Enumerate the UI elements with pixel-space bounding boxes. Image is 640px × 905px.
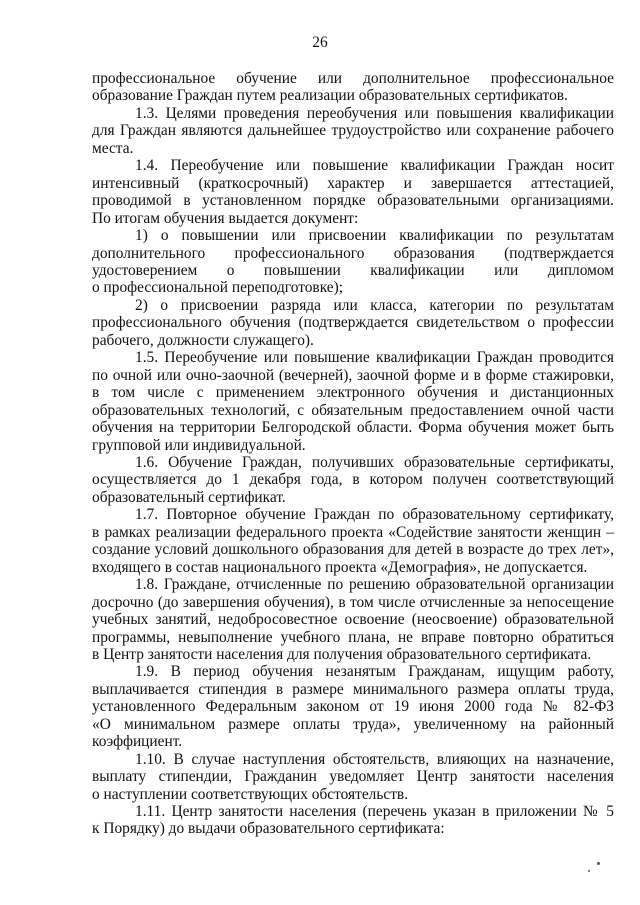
paragraph-1-4-item-2 bbox=[92, 297, 614, 349]
paragraph-1-4-item-1 bbox=[92, 227, 614, 297]
text-line: входящего в состав национального проекта «Демография», не допускается. bbox=[92, 558, 588, 576]
text-line: места. bbox=[92, 139, 134, 157]
text-line: образовательный сертификат. bbox=[92, 488, 286, 506]
paragraph-1-9 bbox=[92, 663, 614, 750]
text-line: программы, невыполнение учебного плана, не вправе повторно обратиться bbox=[92, 628, 614, 646]
text-line: 1.8. Граждане, отчисленные по решению образовательной организации bbox=[135, 576, 614, 594]
text-line: выплачивается стипендия в размере минимального размера оплаты труда, bbox=[92, 680, 614, 698]
text-line: в рамках реализации федерального проекта «Содействие занятости женщин – bbox=[92, 523, 614, 541]
text-line: По итогам обучения выдается документ: bbox=[92, 209, 359, 227]
text-line: в том числе с применением электронного обучения и дистанционных bbox=[92, 384, 614, 402]
text-line: 1.10. В случае наступления обстоятельств, влияющих на назначение, bbox=[135, 750, 614, 768]
text-line: «О минимальном размере оплаты труда», увеличенному на районный bbox=[92, 715, 614, 733]
text-line: групповой или индивидуальной. bbox=[92, 436, 306, 454]
text-line: к Порядку) до выдачи образовательного сертификата: bbox=[92, 820, 445, 838]
paragraph-1-10 bbox=[92, 751, 614, 803]
paragraph-1-6 bbox=[92, 454, 614, 506]
paragraph-1-3 bbox=[92, 105, 614, 157]
text-line: 1.7. Повторное обучение Граждан по образовательному сертификату, bbox=[135, 506, 614, 524]
text-line: дополнительного профессионального образования (подтверждается bbox=[92, 244, 614, 262]
text-line: о наступлении соответствующих обстоятельств. bbox=[92, 785, 409, 803]
paragraph-1-11 bbox=[92, 803, 614, 838]
text-line: удостоверением о повышении квалификации или дипломом bbox=[92, 261, 614, 279]
text-line: проводимой в установленном порядке образовательными организациями. bbox=[92, 192, 614, 210]
text-line: 1.11. Центр занятости населения (перечень указан в приложении № 5 bbox=[135, 803, 614, 821]
text-line: 2) о присвоении разряда или класса, категории по результатам bbox=[135, 296, 614, 314]
text-line: по очной или очно-заочной (вечерней), заочной форме и в форме стажировки, bbox=[92, 366, 614, 384]
page-number: 26 bbox=[312, 34, 328, 51]
scan-speck bbox=[597, 862, 600, 865]
text-line: осуществляется до 1 декабря года, в котором получен соответствующий bbox=[92, 471, 614, 489]
text-line: профессиональное обучение или дополнительное профессиональное bbox=[92, 70, 614, 87]
text-line: интенсивный (краткосрочный) характер и завершается аттестацией, bbox=[92, 174, 614, 192]
paragraph-1-7 bbox=[92, 506, 614, 576]
text-line: профессионального обучения (подтверждается свидетельством о профессии bbox=[92, 314, 614, 332]
text-line: 1.3. Целями проведения переобучения или повышения квалификации bbox=[135, 104, 614, 122]
scan-speck bbox=[588, 870, 590, 872]
text-line: 1.9. В период обучения незанятым Гражданам, ищущим работу, bbox=[135, 663, 614, 681]
text-line: о профессиональной переподготовке); bbox=[92, 279, 344, 297]
text-line: досрочно (до завершения обучения), в том числе отчисленные за непосещение bbox=[92, 593, 614, 611]
paragraph-1-4 bbox=[92, 157, 614, 227]
text-line: в Центр занятости населения для получения образовательного сертификата. bbox=[92, 645, 592, 663]
text-line: для Граждан являются дальнейшее трудоустройство или сохранение рабочего bbox=[92, 122, 614, 140]
text-line: 1.5. Переобучение или повышение квалификации Граждан проводится bbox=[135, 349, 614, 367]
text-line: создание условий дошкольного образования для детей в возрасте до трех лет», bbox=[92, 541, 614, 559]
paragraph-intro-continuation bbox=[92, 70, 614, 105]
document-body bbox=[92, 70, 614, 838]
text-line: выплату стипендии, Гражданин уведомляет Центр занятости населения bbox=[92, 768, 614, 786]
paragraph-1-8 bbox=[92, 576, 614, 663]
text-line: образование Граждан путем реализации образовательных сертификатов. bbox=[92, 87, 568, 105]
text-line: коэффициент. bbox=[92, 733, 183, 751]
text-line: 1) о повышении или присвоении квалификации по результатам bbox=[135, 227, 614, 245]
text-line: 1.6. Обучение Граждан, получивших образовательные сертификаты, bbox=[135, 453, 614, 471]
text-line: 1.4. Переобучение или повышение квалификации Граждан носит bbox=[135, 157, 614, 175]
text-line: установленного Федеральным законом от 19 июня 2000 года № 82-ФЗ bbox=[92, 698, 614, 716]
text-line: рабочего, должности служащего). bbox=[92, 331, 314, 349]
text-line: обучения на территории Белгородской области. Форма обучения может быть bbox=[92, 419, 614, 437]
paragraph-1-5 bbox=[92, 349, 614, 454]
text-line: учебных занятий, недобросовестное освоение (неосвоение) образовательной bbox=[92, 611, 614, 629]
text-line: образовательных технологий, с обязательным предоставлением очной части bbox=[92, 401, 614, 419]
